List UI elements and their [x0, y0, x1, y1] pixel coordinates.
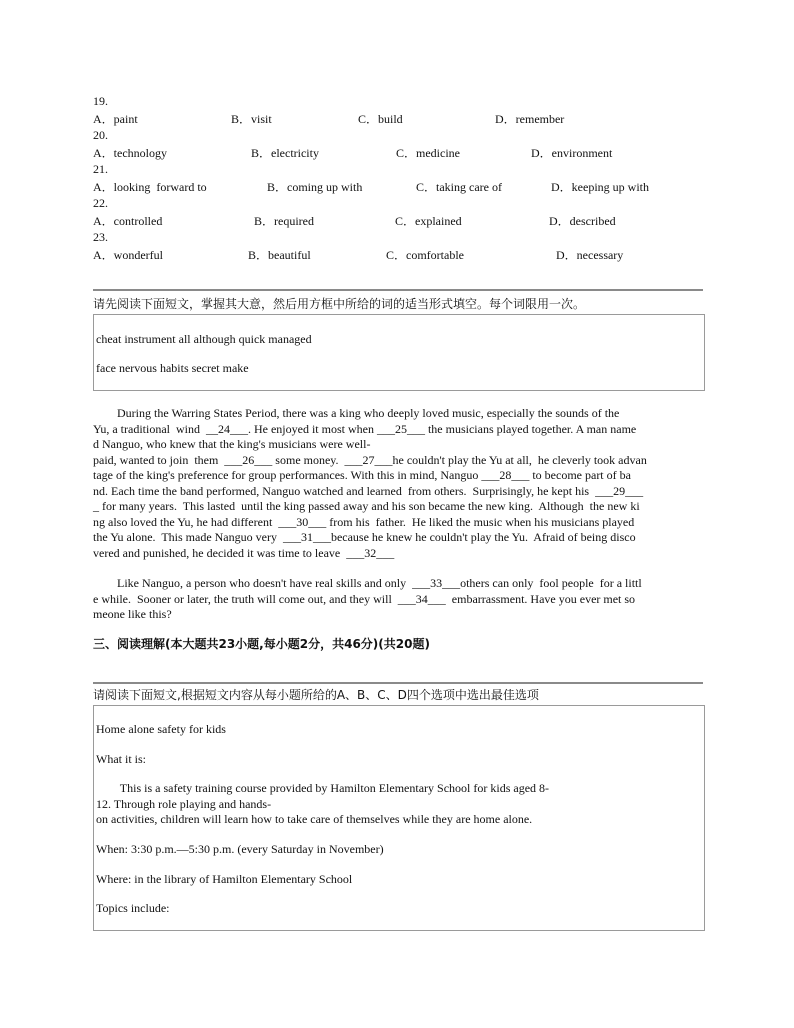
- passage-line: _ for many years. This lasted until the king passed away and his son became the new king. Although the new ki: [93, 499, 640, 513]
- passage-line: This is a safety training course provided by Hamilton Elementary School for kids aged 8-: [96, 781, 550, 795]
- passage-line: on activities, children will learn how to take care of themselves while they are home alone.: [96, 812, 533, 826]
- passage-line: 12. Through role playing and hands-: [96, 797, 272, 811]
- passage-line: e while. Sooner or later, the truth will come out, and they will ___34___ embarrassment. Have you ever met so: [93, 592, 636, 606]
- passage-line: vered and punished, he decided it was time to leave ___32___: [93, 546, 395, 560]
- option-b: B．beautiful: [248, 248, 311, 262]
- question-number: 23.: [93, 230, 108, 244]
- passage-line: paid, wanted to join them ___26___ some money. ___27___he couldn't play the Yu at all, he cleverly took advan: [93, 453, 647, 467]
- passage-line: the Yu alone. This made Nanguo very ___31___because he knew he couldn't play the Yu. Afraid of being disco: [93, 530, 636, 544]
- passage-line: nd. Each time the band performed, Nanguo watched and learned from others. Surprisingly, he kept his ___29___: [93, 484, 644, 498]
- passage-line: d Nanguo, who knew that the king's musicians were well-: [93, 437, 371, 451]
- passage-line: Yu, a traditional wind __24___. He enjoyed it most when ___25___ the musicians played together. A man name: [93, 422, 637, 436]
- passage-line: tage of the king's preference for group performances. With this in mind, Nanguo ___28___ to become part of ba: [93, 468, 631, 482]
- question-number: 21.: [93, 162, 108, 176]
- option-b: B．coming up with: [267, 180, 363, 194]
- option-a: A．paint: [93, 112, 138, 126]
- option-c: C．explained: [395, 214, 462, 228]
- passage-topics: Topics include:: [96, 901, 170, 915]
- option-b: B．visit: [231, 112, 272, 126]
- option-a: A．controlled: [93, 214, 163, 228]
- option-d: D．remember: [495, 112, 565, 126]
- word-box: [93, 314, 705, 391]
- option-c: C．build: [358, 112, 403, 126]
- passage-subheading: What it is:: [96, 752, 146, 766]
- option-b: B．required: [254, 214, 314, 228]
- question-number: 22.: [93, 196, 108, 210]
- option-d: D．described: [549, 214, 616, 228]
- word-box-line-1: cheat instrument all although quick managed: [96, 332, 312, 346]
- passage-title: Home alone safety for kids: [96, 722, 226, 736]
- word-box-line-2: face nervous habits secret make: [96, 361, 249, 375]
- reading-passage-box: [93, 705, 705, 931]
- passage-line: During the Warring States Period, there was a king who deeply loved music, especially the sounds of the: [93, 406, 620, 420]
- option-d: D．keeping up with: [551, 180, 649, 194]
- passage-line: ng also loved the Yu, he had different ___30___ from his father. He liked the music when his musicians played: [93, 515, 635, 529]
- section2-instruction: 请先阅读下面短文，掌握其大意，然后用方框中所给的词的适当形式填空。每个词限用一次。: [93, 297, 586, 311]
- option-c: C．medicine: [396, 146, 460, 160]
- section3-heading: 三、阅读理解(本大题共23小题,每小题2分，共46分)(共20题): [93, 637, 430, 651]
- option-a: A．technology: [93, 146, 167, 160]
- option-d: D．environment: [531, 146, 613, 160]
- section-divider: [93, 289, 703, 291]
- option-a: A．looking forward to: [93, 180, 207, 194]
- passage-line: meone like this?: [93, 607, 172, 621]
- passage-when: When: 3:30 p.m.—5:30 p.m. (every Saturday in November): [96, 842, 384, 856]
- option-c: C．comfortable: [386, 248, 464, 262]
- section-divider: [93, 682, 703, 684]
- question-number: 20.: [93, 128, 108, 142]
- option-d: D．necessary: [556, 248, 624, 262]
- passage-line: Like Nanguo, a person who doesn't have real skills and only ___33___others can only fool people for a littl: [93, 576, 642, 590]
- option-a: A．wonderful: [93, 248, 163, 262]
- passage-where: Where: in the library of Hamilton Elementary School: [96, 872, 353, 886]
- option-b: B．electricity: [251, 146, 319, 160]
- option-c: C．taking care of: [416, 180, 502, 194]
- question-number: 19.: [93, 94, 108, 108]
- section3-instruction: 请阅读下面短文,根据短文内容从每小题所给的A、B、C、D四个选项中选出最佳选项: [93, 688, 539, 702]
